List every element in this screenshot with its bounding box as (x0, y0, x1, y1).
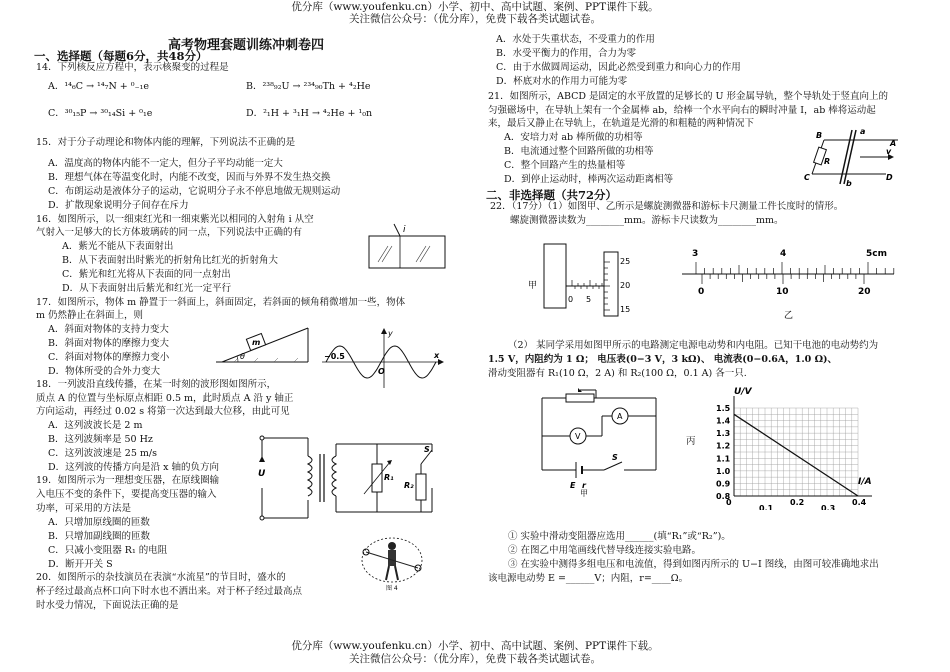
circuit-label-jia: 甲 (580, 489, 588, 498)
chart-y-tick-label: 1.3 (716, 429, 731, 439)
q21-option-b: B．电流通过整个回路所做的功相等 (504, 146, 654, 157)
caliper-v10: 10 (776, 287, 789, 297)
q22-sub-1: ① 实验中滑动变阻器应选用______(填“R₁”或“R₂”)。 (508, 531, 731, 542)
q22-line-1: 22．（17分）（1）如图甲、乙所示是螺旋测微器和游标卡尺测量工件长度时的情形。 (490, 201, 844, 212)
caliper-label-yi: 乙 (784, 311, 794, 321)
chart-y-tick-label: 1.4 (716, 416, 731, 426)
graph-label-bing: 丙 (686, 436, 696, 447)
micrometer-s25: 25 (620, 257, 631, 266)
circuit-e: E (570, 481, 576, 490)
q16-line-2: 气射入一足够大的长方体玻璃砖的同一点，下列说法中正确的有 (36, 227, 303, 238)
q20-figure (356, 532, 428, 592)
chart-x-tick-label: 0 (726, 498, 732, 507)
q19-fig-r2: R₂ (404, 481, 414, 490)
q19-line-1: 19．如图所示为一理想变压器，在原线圈输 (36, 475, 220, 486)
footer-line-2: 关注微信公众号：（优分库），免费下载各类试题试卷。 (349, 653, 601, 665)
q21-option-d: D．到停止运动时，棒两次运动距离相等 (504, 174, 674, 185)
circuit-ammeter-a: A (617, 412, 623, 421)
q14-stem: 14．下列核反应方程中，表示核聚变的过程是 (36, 62, 229, 73)
circuit-voltmeter-v: V (575, 432, 581, 441)
section-2-heading: 二、非选择题（共72分） (486, 188, 618, 202)
q15-option-d: D．扩散现象说明分子间存在斥力 (48, 200, 189, 211)
section-1-heading: 一、选择题（每题6分，共48分） (34, 49, 208, 63)
q19-option-c: C．只减小变阻器 R₁ 的电阻 (48, 545, 168, 556)
q19-fig-u: U (258, 469, 266, 479)
q15-option-a: A．温度高的物体内能不一定大，但分子平均动能一定大 (48, 158, 283, 169)
header-line-2: 关注微信公众号：（优分库），免费下载各类试题试卷。 (349, 13, 601, 25)
q16-option-b: B．从下表面射出时紫光的折射角比红光的折射角大 (62, 255, 278, 266)
chart-y-tick-label: 0.8 (716, 492, 731, 501)
q22-part2-line-2: 1.5 V，内阻约为 1 Ω； 电压表(0−3 V，3 kΩ)、 电流表(0−0.6A，1.0 Ω)、 (488, 354, 838, 365)
q17-line-2: m 仍然静止在斜面上，则 (36, 310, 144, 321)
q21-option-a: A．安培力对 ab 棒所做的功相等 (504, 132, 643, 143)
q18-fig-neg: −0.5 (324, 352, 345, 361)
q22-sub-3-line-1: ③ 在实验中测得多组电压和电流值，得到如图丙所示的 U−I 图线，由图可较准确地求出 (508, 559, 879, 570)
q17-line-1: 17．如图所示，物体 m 静置于一斜面上，斜面固定，若斜面的倾角稍微增加一些，物体 (36, 297, 406, 308)
circuit-r: r (582, 481, 586, 490)
q22-sub-2: ② 在图乙中用笔画线代替导线连接实验电路。 (508, 545, 702, 556)
q18-option-a: A．这列波波长是 2 m (48, 420, 143, 431)
chart-x-tick-label: 0.3 (821, 504, 836, 510)
q18-line-1: 18．一列波沿直线传播，在某一时刻的波形图如图所示， (36, 379, 277, 390)
q15-option-c: C．布朗运动是液体分子的运动，它说明分子永不停息地做无规则运动 (48, 186, 341, 197)
q17-option-a: A．斜面对物体的支持力变大 (48, 324, 169, 335)
page-title: 高考物理套题训练冲刺卷四 (168, 38, 325, 53)
q21-fig-b-lower: b (846, 179, 852, 188)
q20-line-2: 杯子经过最高点杯口向下时水也不洒出来。对于杯子经过最高点 (36, 586, 303, 597)
q18-fig-x: x (434, 351, 440, 360)
q17-incline-figure (214, 322, 310, 364)
q21-line-2: 匀强磁场中，在导轨上架有一个金属棒 ab，给棒一个水平向右的瞬时冲量 I，ab 棒将运动起 (488, 105, 876, 116)
q14-option-d: D．²₁H + ³₁H → ⁴₂He + ¹₀n (246, 108, 373, 119)
ui-chart (708, 382, 892, 510)
header-line-1: 优分库（www.youfenku.cn）小学、初中、高中试题、案例、PPT课件下载。 (291, 1, 659, 13)
q20-option-c: C．由于水做圆周运动，因此必然受到重力和向心力的作用 (496, 62, 741, 73)
q18-line-2: 质点 A 的位置与坐标原点相距 0.5 m，此时质点 A 沿 y 轴正 (36, 393, 294, 404)
q18-option-b: B．这列波频率是 50 Hz (48, 434, 153, 445)
q21-line-1: 21．如图所示，ABCD 是固定的水平放置的足够长的 U 形金属导轨，整个导轨处于竖直向上的 (488, 91, 889, 102)
caliper-v0: 0 (698, 287, 705, 297)
q18-option-d: D．这列波的传播方向是沿 x 轴的负方向 (48, 462, 220, 473)
q21-fig-c: C (804, 173, 810, 182)
q16-option-d: D．从下表面射出后紫光和红光一定平行 (62, 283, 232, 294)
footer-line-1: 优分库（www.youfenku.cn）小学、初中、高中试题、案例、PPT课件下载。 (291, 640, 659, 652)
q16-option-a: A．紫光不能从下表面射出 (62, 241, 174, 252)
q19-option-d: D．断开开关 S (48, 559, 113, 570)
q14-option-c: C．³⁰₁₅P → ³⁰₁₄Si + ⁰₁e (48, 108, 153, 119)
q16-fig-label-i: i (403, 225, 406, 235)
micrometer-label-jia: 甲 (528, 281, 538, 291)
chart-x-tick-label: 0.1 (759, 504, 774, 510)
q22-part2-line-3: 滑动变阻器有 R₁(10 Ω，2 A) 和 R₂(100 Ω，0.1 A) 各一只. (488, 368, 747, 379)
q17-option-d: D．物体所受的合外力变大 (48, 366, 161, 377)
q19-line-2: 入电压不变的条件下，要提高变压器的输入 (36, 489, 217, 500)
q21-fig-r: R (824, 157, 831, 166)
chart-x-tick-label: 0.2 (790, 498, 805, 507)
q21-fig-b-upper: B (816, 131, 823, 140)
q21-fig-v: v (886, 147, 892, 156)
caliper-figure (680, 244, 898, 324)
q22-sub-3-line-2: 该电源电动势 E =______V；内阻，r=____Ω。 (488, 573, 689, 584)
q20-option-d: D．杯底对水的作用力可能为零 (496, 76, 628, 87)
q19-transformer-figure (256, 428, 456, 528)
q15-stem: 15．对于分子动理论和物体内能的理解，下列说法不正确的是 (36, 137, 296, 148)
chart-y-tick-label: 1.0 (716, 466, 731, 476)
q17-fig-m: m (252, 338, 261, 347)
q18-fig-o: O (378, 367, 385, 376)
q21-fig-d: D (886, 173, 893, 182)
circuit-figure (532, 388, 668, 498)
micrometer-s20: 20 (620, 281, 631, 290)
q19-fig-r1: R₁ (384, 473, 394, 482)
q14-option-b: B．²³⁸₉₂U → ²³⁴₉₀Th + ⁴₂He (246, 81, 371, 92)
q20-line-3: 时水受力情况，下面说法正确的是 (36, 600, 179, 611)
q17-option-b: B．斜面对物体的摩擦力变大 (48, 338, 169, 349)
micrometer-m0: 0 (568, 295, 574, 304)
q18-option-c: C．这列波波速是 25 m/s (48, 448, 157, 459)
circuit-s: S (612, 453, 618, 462)
q22-part2-line-1: （2） 某同学采用如图甲所示的电路测定电源电动势和内电阻。已知干电池的电动势约为 (508, 340, 879, 351)
q18-fig-y: y (388, 329, 393, 338)
chart-y-tick-label: 1.5 (716, 404, 731, 413)
chart-y-tick-label: 1.2 (716, 441, 731, 451)
q14-option-a: A．¹⁴₆C → ¹⁴₇N + ⁰₋₁e (48, 81, 150, 92)
q21-rail-figure (802, 124, 902, 190)
chart-xlabel: I/A (858, 477, 872, 487)
caliper-v20: 20 (858, 287, 871, 297)
q16-glass-figure (366, 222, 448, 272)
q21-line-3: 来，最后又静止在导轨上，在轨道是光滑的和粗糙的两种情况下 (488, 118, 755, 129)
chart-y-tick-label: 0.9 (716, 479, 731, 489)
q18-line-3: 方向运动，再经过 0.02 s 将第一次达到最大位移，由此可见 (36, 406, 290, 417)
chart-ylabel: U/V (734, 387, 752, 397)
q18-wave-figure (320, 326, 446, 390)
q17-fig-theta: θ (240, 352, 245, 361)
chart-y-tick-label: 1.1 (716, 454, 731, 464)
caliper-t3: 3 (692, 249, 699, 259)
q19-option-a: A．只增加原线圈的匝数 (48, 517, 150, 528)
q20-fig-caption: 图 4 (386, 585, 398, 592)
micrometer-m5: 5 (586, 295, 592, 304)
q20-line-1: 20．如图所示的杂技演员在表演“水流星”的节目时，盛水的 (36, 572, 286, 583)
q16-line-1: 16．如图所示，以一细束红光和一细束紫光以相同的入射角 i 从空 (36, 214, 314, 225)
caliper-t5: 5cm (866, 249, 887, 259)
left-column (36, 62, 229, 75)
q17-option-c: C．斜面对物体的摩擦力变小 (48, 352, 170, 363)
q20-option-a: A．水处于失重状态，不受重力的作用 (496, 34, 655, 45)
q21-fig-a-lower: a (860, 127, 866, 136)
q19-option-b: B．只增加副线圈的匝数 (48, 531, 150, 542)
caliper-t4: 4 (780, 249, 787, 259)
micrometer-s15: 15 (620, 305, 631, 314)
q21-option-c: C．整个回路产生的热量相等 (504, 160, 626, 171)
q15-option-b: B．理想气体在等温变化时，内能不改变，因而与外界不发生热交换 (48, 172, 331, 183)
micrometer-figure (526, 238, 640, 318)
q21-fig-a-upper: A (890, 139, 897, 148)
q19-fig-s: S (424, 445, 430, 454)
chart-x-tick-label: 0.4 (852, 498, 867, 507)
q20-option-b: B．水受平衡力的作用，合力为零 (496, 48, 636, 59)
q19-line-3: 功率，可采用的方法是 (36, 503, 132, 514)
q16-option-c: C．紫光和红光将从下表面的同一点射出 (62, 269, 231, 280)
q22-line-2: 螺旋测微器读数为________mm。游标卡尺读数为________mm。 (510, 215, 784, 226)
